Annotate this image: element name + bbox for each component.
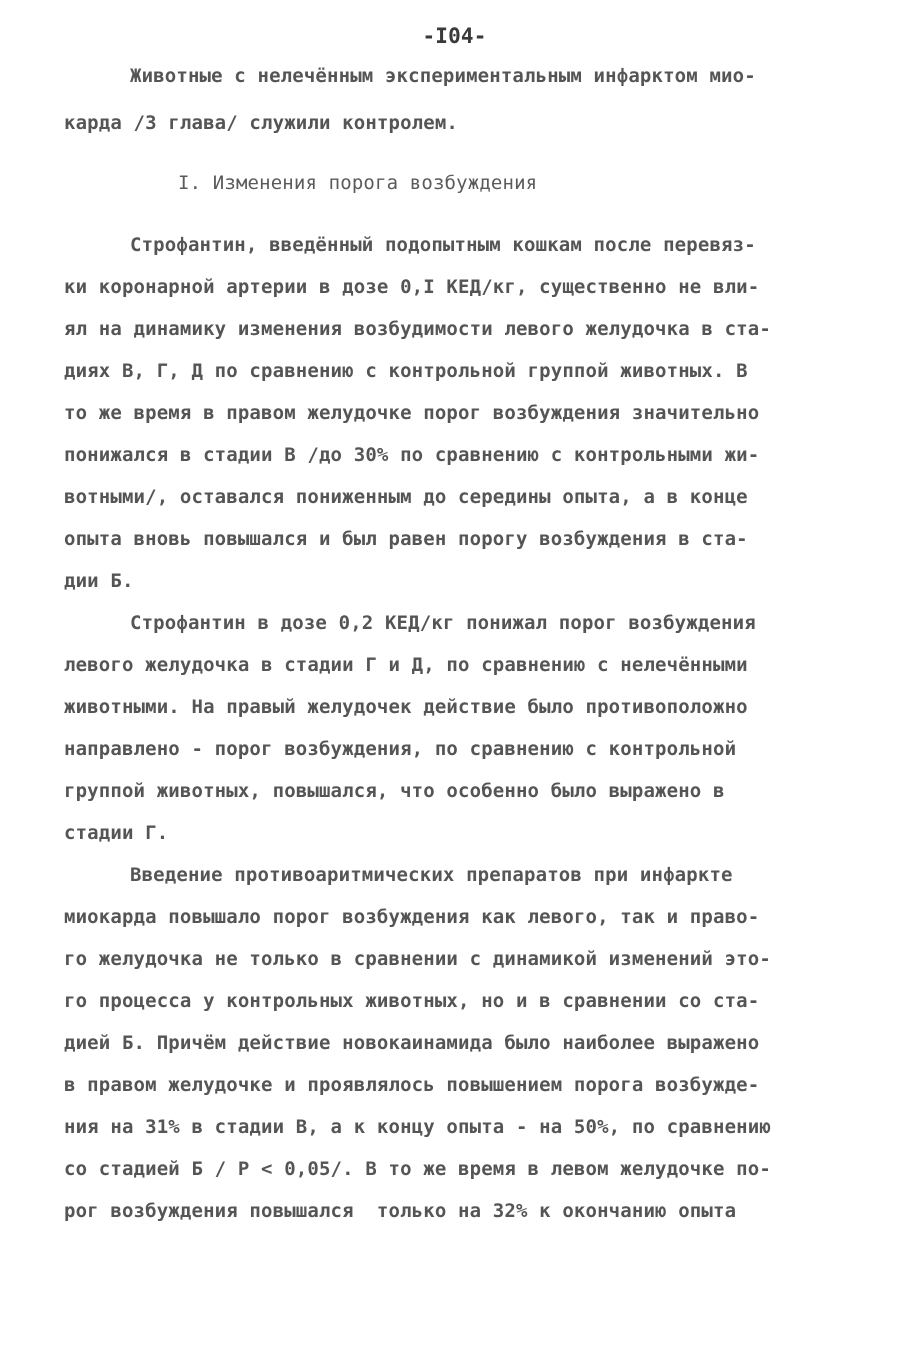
intro-line: Животные с нелечённым экспериментальным инфарктом мио- (130, 65, 756, 87)
paragraph-1-line: опыта вновь повышался и был равен порогу возбуждения в ста- (64, 528, 748, 550)
page-number: -I04- (422, 24, 487, 48)
paragraph-1-line: то же время в правом желудочке порог возбуждения значительно (64, 402, 760, 424)
paragraph-1-line: Строфантин, введённый подопытным кошкам после перевяз- (130, 234, 756, 256)
intro-line: карда /3 глава/ служили контролем. (64, 112, 459, 134)
paragraph-3-line: го процесса у контрольных животных, но и в сравнении со ста- (64, 990, 760, 1012)
paragraph-1-line: дии Б. (64, 570, 134, 592)
paragraph-3-line: в правом желудочке и проявлялось повышением порога возбужде- (64, 1074, 760, 1096)
paragraph-3-line: миокарда повышало порог возбуждения как левого, так и право- (64, 906, 760, 928)
paragraph-2-line: Строфантин в дозе 0,2 КЕД/кг понижал порог возбуждения (130, 612, 756, 634)
paragraph-2-line: направлено - порог возбуждения, по сравнению с контрольной (64, 738, 737, 760)
paragraph-2-line: стадии Г. (64, 822, 169, 844)
paragraph-1-line: ял на динамику изменения возбудимости левого желудочка в ста- (64, 318, 771, 340)
paragraph-1-line: диях В, Г, Д по сравнению с контрольной группой животных. В (64, 360, 748, 382)
paragraph-2-line: левого желудочка в стадии Г и Д, по сравнению с нелечёнными (64, 654, 748, 676)
paragraph-3-line: со стадией Б / Р < 0,05/. В то же время в левом желудочке по- (64, 1158, 771, 1180)
paragraph-3-line: рог возбуждения повышался только на 32% к окончанию опыта (64, 1200, 737, 1222)
paragraph-2-line: животными. На правый желудочек действие было противоположно (64, 696, 748, 718)
paragraph-2-line: группой животных, повышался, что особенно было выражено в (64, 780, 725, 802)
paragraph-3-line: Введение противоаритмических препаратов при инфаркте (130, 864, 733, 886)
paragraph-1-line: вотными/, оставался пониженным до середины опыта, а в конце (64, 486, 748, 508)
paragraph-3-line: ния на 31% в стадии В, а к концу опыта - на 50%, по сравнению (64, 1116, 771, 1138)
section-heading: I. Изменения порога возбуждения (178, 172, 538, 194)
paragraph-1-line: ки коронарной артерии в дозе 0,I КЕД/кг, существенно не вли- (64, 276, 760, 298)
paragraph-3-line: дией Б. Причём действие новокаинамида было наиболее выражено (64, 1032, 760, 1054)
paragraph-3-line: го желудочка не только в сравнении с динамикой изменений это- (64, 948, 771, 970)
paragraph-1-line: понижался в стадии В /до 30% по сравнению с контрольными жи- (64, 444, 760, 466)
